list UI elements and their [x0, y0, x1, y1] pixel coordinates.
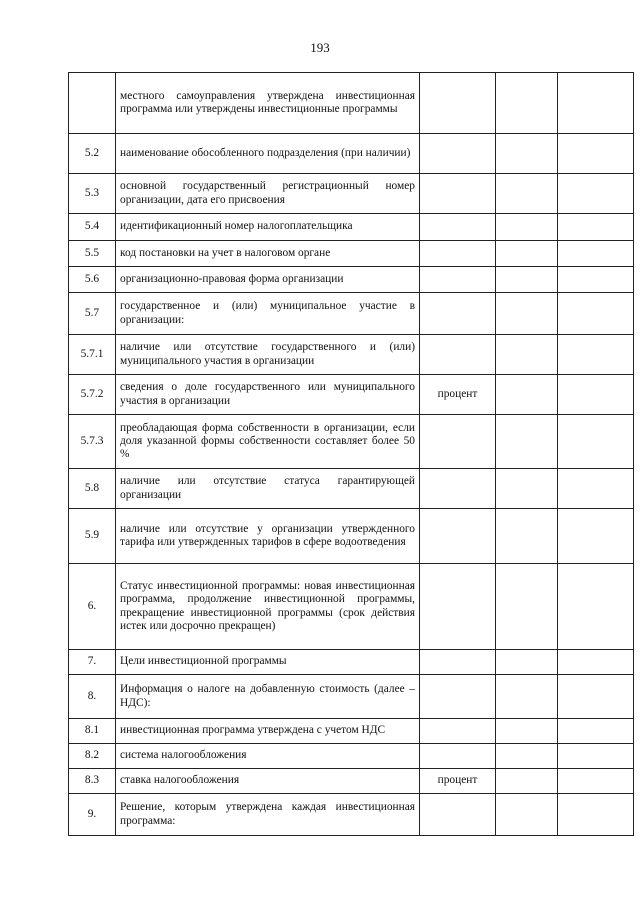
value-cell: [558, 415, 634, 469]
table-row: [69, 293, 634, 335]
row-description: государственное и (или) муниципальное участие в организации:: [116, 293, 420, 335]
value-cell: [558, 744, 634, 769]
value-cell: [496, 509, 558, 564]
value-cell: [558, 469, 634, 509]
table-row: [69, 214, 634, 241]
row-unit: [420, 134, 496, 174]
row-unit: [420, 794, 496, 836]
row-description: местного самоуправления утверждена инвестиционная программа или утверждены инвестиционные программы: [116, 73, 420, 134]
row-number: 5.8: [69, 469, 116, 509]
value-cell: [496, 769, 558, 794]
row-description: основной государственный регистрационный номер организации, дата его присвоения: [116, 174, 420, 214]
row-unit: [420, 744, 496, 769]
value-cell: [496, 650, 558, 675]
row-description: код постановки на учет в налоговом органе: [116, 241, 420, 267]
row-number: 5.7.2: [69, 375, 116, 415]
table-row: [69, 267, 634, 293]
value-cell: [558, 564, 634, 650]
table-row: [69, 509, 634, 564]
value-cell: [558, 769, 634, 794]
row-description: инвестиционная программа утверждена с учетом НДС: [116, 719, 420, 744]
row-number: 5.5: [69, 241, 116, 267]
value-cell: [496, 335, 558, 375]
value-cell: [496, 794, 558, 836]
value-cell: [496, 241, 558, 267]
row-description: наименование обособленного подразделения (при наличии): [116, 134, 420, 174]
row-number: 5.9: [69, 509, 116, 564]
row-number: 5.7.3: [69, 415, 116, 469]
row-number: 6.: [69, 564, 116, 650]
value-cell: [496, 675, 558, 719]
row-description: Информация о налоге на добавленную стоимость (далее – НДС):: [116, 675, 420, 719]
table-row: [69, 375, 634, 415]
value-cell: [558, 509, 634, 564]
row-unit: процент: [420, 375, 496, 415]
table-row: [69, 650, 634, 675]
row-description: наличие или отсутствие статуса гарантирующей организации: [116, 469, 420, 509]
value-cell: [496, 73, 558, 134]
row-description: наличие или отсутствие государственного и (или) муниципального участия в организации: [116, 335, 420, 375]
table-row: [69, 744, 634, 769]
table-row: [69, 769, 634, 794]
value-cell: [558, 650, 634, 675]
row-number: 7.: [69, 650, 116, 675]
row-description: наличие или отсутствие у организации утвержденного тарифа или утвержденных тарифов в сфере водоотведения: [116, 509, 420, 564]
row-number: 5.2: [69, 134, 116, 174]
row-description: сведения о доле государственного или муниципального участия в организации: [116, 375, 420, 415]
value-cell: [496, 719, 558, 744]
row-unit: [420, 509, 496, 564]
table-row: [69, 719, 634, 744]
value-cell: [558, 293, 634, 335]
row-number: 8.2: [69, 744, 116, 769]
row-unit: [420, 469, 496, 509]
value-cell: [496, 267, 558, 293]
row-number: 8.3: [69, 769, 116, 794]
row-description: преобладающая форма собственности в организации, если доля указанной формы собственности составляет более 50 %: [116, 415, 420, 469]
table-row: [69, 564, 634, 650]
row-unit: [420, 293, 496, 335]
row-description: организационно-правовая форма организации: [116, 267, 420, 293]
value-cell: [496, 214, 558, 241]
row-unit: [420, 675, 496, 719]
row-description: Решение, которым утверждена каждая инвестиционная программа:: [116, 794, 420, 836]
table-row: [69, 675, 634, 719]
table-row: [69, 134, 634, 174]
row-number: 5.6: [69, 267, 116, 293]
row-description: Статус инвестиционной программы: новая инвестиционная программа, продолжение инвестиционной программы, прекращение инвестиционной программы (срок действия истек или досрочно прекращен): [116, 564, 420, 650]
row-unit: [420, 564, 496, 650]
row-number: 8.1: [69, 719, 116, 744]
value-cell: [558, 375, 634, 415]
value-cell: [496, 293, 558, 335]
row-number: 5.4: [69, 214, 116, 241]
row-unit: [420, 174, 496, 214]
row-number: 9.: [69, 794, 116, 836]
row-unit: [420, 241, 496, 267]
value-cell: [558, 241, 634, 267]
indicator-table: [68, 72, 634, 836]
value-cell: [558, 794, 634, 836]
page-number: 193: [310, 40, 330, 55]
row-number: [69, 73, 116, 134]
value-cell: [558, 73, 634, 134]
row-number: 5.7: [69, 293, 116, 335]
row-unit: [420, 415, 496, 469]
table-row: [69, 794, 634, 836]
table-row: [69, 174, 634, 214]
row-number: 5.7.1: [69, 335, 116, 375]
row-description: идентификационный номер налогоплательщика: [116, 214, 420, 241]
row-unit: [420, 719, 496, 744]
table-row: [69, 469, 634, 509]
row-number: 8.: [69, 675, 116, 719]
table-row: [69, 73, 634, 134]
value-cell: [558, 719, 634, 744]
value-cell: [496, 564, 558, 650]
row-description: ставка налогообложения: [116, 769, 420, 794]
value-cell: [496, 415, 558, 469]
row-unit: [420, 267, 496, 293]
row-unit: [420, 335, 496, 375]
row-description: Цели инвестиционной программы: [116, 650, 420, 675]
table-row: [69, 335, 634, 375]
row-unit: [420, 650, 496, 675]
value-cell: [558, 675, 634, 719]
row-unit: процент: [420, 769, 496, 794]
value-cell: [496, 134, 558, 174]
row-unit: [420, 214, 496, 241]
row-description: система налогообложения: [116, 744, 420, 769]
value-cell: [558, 267, 634, 293]
table-row: [69, 415, 634, 469]
value-cell: [558, 174, 634, 214]
row-unit: [420, 73, 496, 134]
value-cell: [496, 744, 558, 769]
value-cell: [496, 375, 558, 415]
value-cell: [496, 174, 558, 214]
value-cell: [496, 469, 558, 509]
row-number: 5.3: [69, 174, 116, 214]
value-cell: [558, 335, 634, 375]
value-cell: [558, 214, 634, 241]
value-cell: [558, 134, 634, 174]
table-row: [69, 241, 634, 267]
